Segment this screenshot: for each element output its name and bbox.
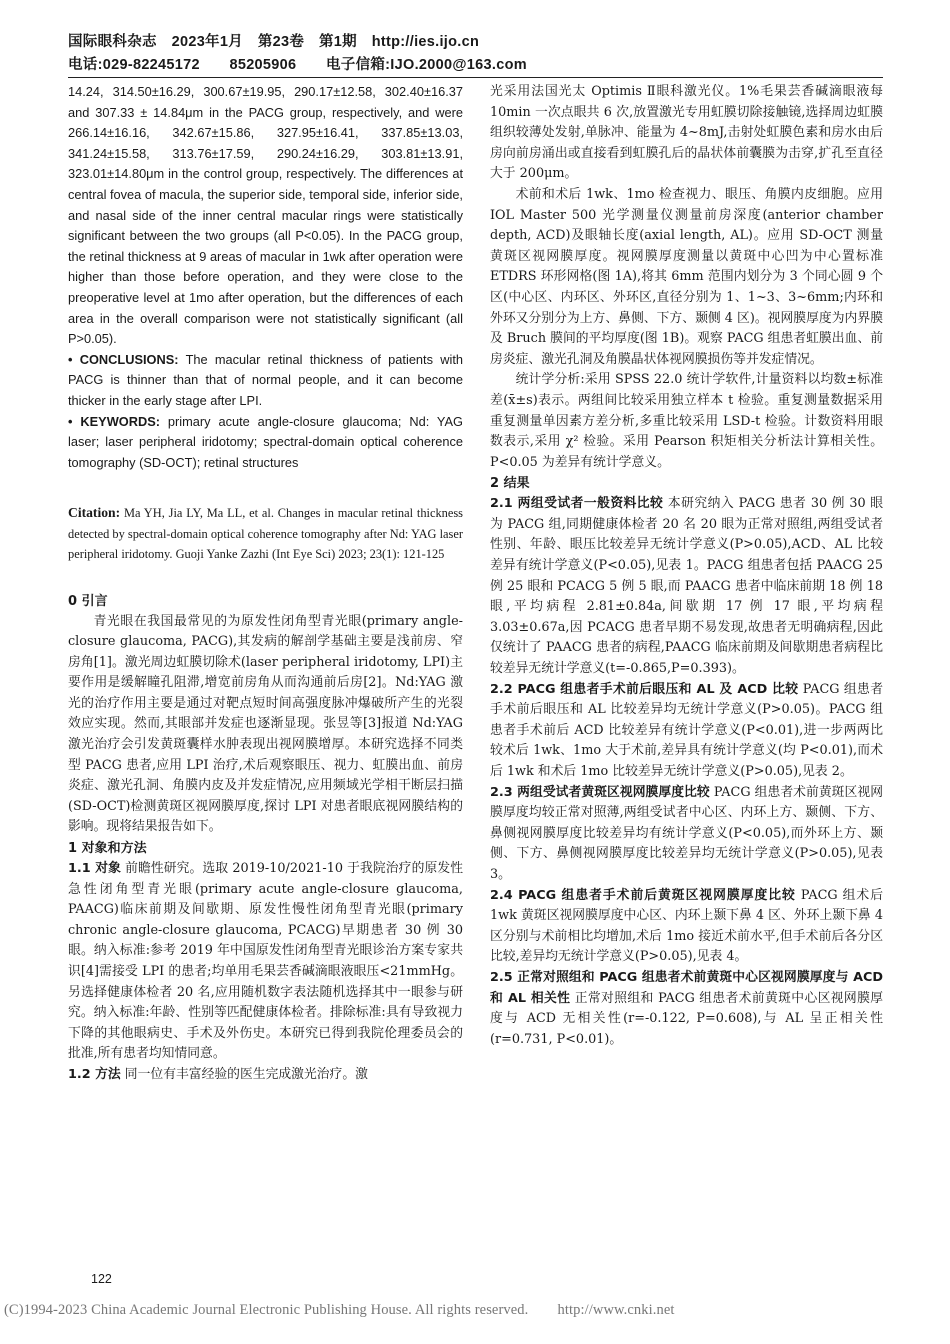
results-2-1-text: 本研究纳入 PACG 患者 30 例 30 眼为 PACG 组,同期健康体检者 20 名 20 眼为正常对照组,两组受试者性别、年龄、眼压比较差异无统计学意义(P>0.05),ACD、AL 比较差异有统计学意义(P<0.05),见表 1。PACG 组患者包括 PAACG 25 例 25 眼和 PCACG 5 例 5 眼,而 PAACG 患者中临床前期 18 例 18 眼,平均病程 2.81±0.84a,间歇期 17 例 17 眼,平均病程 3.03±0.67a,因 PCACG 患者早期不易发现,故患者无明确病程,因此仅统计了 PAACG 患者的病程,PAACG 临床前期及间歇期患者病程比较差异无统计学意义(t=-0.865,P=0.393)。 (490, 496, 883, 677)
results-2-4 (490, 886, 883, 968)
abstract-keywords (68, 412, 463, 474)
right-column (490, 82, 883, 1050)
intro-heading: 0 引言 (68, 593, 108, 609)
keywords-label: • KEYWORDS: (68, 413, 161, 429)
intro-paragraph: 青光眼在我国最常见的为原发性闭角型青光眼(primary angle-closure glaucoma, PACG),其发病的解剖学基础主要是浅前房、窄房角[1]。激光周边虹膜切除术(laser peripheral iridotomy, LPI)主要作用是缓解瞳孔阻滞,增宽前房角从而沟通前后房[2]。Nd:YAG 激光的治疗作用主要是通过对靶点短时间高强度脉冲爆破所产生的光裂效应实现。然而,其眼部并发症也逐渐显现。张昱等[3]报道 Nd:YAG 激光治疗会引发黄斑囊样水肿表现出视网膜增厚。本研究选择不同类型 PACG 患者,应用 LPI 治疗,术后观察眼压、视力、虹膜出血、前房炎症、激光孔洞、角膜内皮及并发症情况,应用频域光学相干断层扫描(SD-OCT)检测黄斑区视网膜厚度,探讨 LPI 对患者眼底视网膜结构的影响。现将结果报告如下。 (68, 613, 463, 835)
left-column (68, 82, 463, 1086)
methods-procedure-start (68, 1065, 463, 1086)
copyright-footer: (C)1994-2023 China Academic Journal Electronic Publishing House. All rights reserved. http://www.cnki.net (4, 1302, 675, 1318)
results-2-2-label: 2.2 PACG 组患者手术前后眼压和 AL 及 ACD 比较 (490, 681, 799, 697)
results-2-5-text: 正常对照组和 PACG 组患者术前黄斑中心区视网膜厚度与 ACD 无相关性(r=-0.122, P=0.608),与 AL 呈正相关性(r=0.731, P<0.01)。 (490, 990, 884, 1047)
results-2-2 (490, 680, 883, 783)
results-2-4-label: 2.4 PACG 组患者手术前后黄斑区视网膜厚度比较 (490, 887, 796, 903)
results-2-5-label: 2.5 正常对照组和 PACG 组患者术前黄斑中心区视网膜厚度与 ACD 和 AL 相关性 (490, 969, 883, 1006)
method-measurements: 术前和术后 1wk、1mo 检查视力、眼压、角膜内皮细胞。应用 IOL Master 500 光学测量仪测量前房深度(anterior chamber depth, ACD)及眼轴长度(axial length, AL)。应用 SD-OCT 测量黄斑区视网膜厚度。视网膜厚度测量以黄斑中心凹为中心置标准 ETDRS 环形网格(图 1A),将其 6mm 范围内划分为 3 个同心圆 9 个区(中心区、内环区、外环区,直径分别为 1、1~3、3~6mm;内环和外环又分别分为上方、鼻侧、下方、颞侧 4 区)。视网膜厚度为内界膜及 Bruch 膜间的平均厚度(图 1B)。观察 PACG 组患者虹膜出血、前房炎症、激光孔洞及角膜晶状体视网膜损伤等并发症情况。 (490, 186, 883, 367)
journal-header-line1: 国际眼科杂志 2023年1月 第23卷 第1期 http://ies.ijo.cn (68, 34, 480, 50)
method-text-continued: 光采用法国光太 Optimis Ⅱ眼科激光仪。1%毛果芸香碱滴眼液每 10min 一次点眼共 6 次,放置激光专用虹膜切除接触镜,选择周边虹膜组织较薄处发射,单脉冲、能量为 4~8mJ,击射处虹膜色素和房水由后房向前房涌出或直接看到虹膜孔后的晶状体前囊膜为击穿,扩孔至直径大于 200μm。 (490, 84, 883, 182)
results-2-1-label: 2.1 两组受试者一般资料比较 (490, 496, 664, 512)
abstract-results-tail: 14.24, 314.50±16.29, 300.67±19.95, 290.17±12.58, 302.40±16.37 and 307.33 ± 14.84μm in the PACG group, respectively, and were 266.14±16.16, 342.67±15.86, 327.95±16.41, 337.85±13.03, 341.24±15.58, 313.76±17.59, 290.24±16.29, 303.81±13.91, 323.01±14.80μm in the control group, respectively. The differences at central fovea of macula, the superior side, temporal side, inferior side, and nasal side of the inner central macular rings were statistically significant between the two groups (all P<0.05). In the PACG group, the retinal thickness at 9 areas of macular in 1wk after operation were higher than those before operation, and they were close to the preoperative level at 1mo after operation, but the differences of each area in the overall comparison were not statistically significant (all P>0.05). (68, 84, 463, 347)
header-divider (68, 77, 883, 78)
results-2-3 (490, 783, 883, 886)
method-label: 1.2 方法 (68, 1066, 121, 1082)
method-statistics: 统计学分析:采用 SPSS 22.0 统计学软件,计量资料以均数±标准差(x̄±s)表示。两组间比较采用独立样本 t 检验。重复测量数据采用重复测量单因素方差分析,多重比较采用 LSD-t 检验。计数资料用眼数表示,采用 χ² 检验。采用 Pearson 积矩相关分析法计算相关性。P<0.05 为差异有统计学意义。 (490, 372, 883, 470)
abstract-conclusions (68, 350, 463, 412)
method-text-start: 同一位有丰富经验的医生完成激光治疗。激 (124, 1066, 368, 1082)
results-heading: 2 结果 (490, 476, 530, 492)
page-number: 122 (91, 1272, 112, 1286)
results-2-2-text: PACG 组患者手术前后眼压和 AL 比较差异均无统计学意义(P>0.05)。PACG 组患者手术前后 ACD 比较差异有统计学意义(P<0.01),进一步两两比较术后 1wk、1mo 大于术前,差异具有统计学意义(均 P<0.01),而术后 1wk 和术后 1mo 比较差异无统计学意义(P>0.05),见表 2。 (490, 681, 883, 779)
conclusions-label: • CONCLUSIONS: (68, 351, 179, 367)
subjects-text: 前瞻性研究。选取 2019-10/2021-10 于我院治疗的原发性急性闭角型青光眼(primary acute angle-closure glaucoma, PAACG)临床前期及间歇期、原发性慢性闭角型青光眼(primary chronic angle-closure glaucoma, PCACG)早期患者 30 例 30 眼。纳入标准:参考 2019 年中国原发性闭角型青光眼诊治方案专家共识[4]需接受 LPI 的患者;均单用毛果芸香碱滴眼液眼压<21mmHg。另选择健康体检者 20 名,应用随机数字表法随机选择其中一眼参与研究。纳入标准:年龄、性别等匹配健康体检者。排除标准:具有导致视力下降的其他眼病史、手术及外伤史。本研究已得到我院伦理委员会的批准,所有患者均知情同意。 (68, 861, 464, 1062)
results-2-5 (490, 968, 883, 1050)
citation-label: Citation: (68, 505, 121, 521)
keywords-text: primary acute angle-closure glaucoma; Nd: YAG laser; laser peripheral iridotomy; spectral-domain optical coherence tomography (SD-OCT); retinal structures (68, 413, 463, 470)
results-2-3-text: PACG 组患者术前黄斑区视网膜厚度均较正常对照薄,两组受试者中心区、内环上方、颞侧、下方、鼻侧视网膜厚度比较差异均有统计学意义(P<0.05),而外环上方、颞侧、下方、鼻侧视网膜厚度比较差异均无统计学意义(P>0.05),见表 3。 (490, 784, 883, 882)
subjects-label: 1.1 对象 (68, 861, 121, 877)
citation-text: Ma YH, Jia LY, Ma LL, et al. Changes in macular retinal thickness detected by spectral-domain optical coherence tomography after Nd: YAG laser peripheral iridotomy. Guoji Yanke Zazhi (Int Eye Sci) 2023; 23(1): 121-125 (68, 506, 464, 562)
journal-header-line2: 电话:029-82245172 85205906 电子信箱:IJO.2000@163.com (68, 57, 527, 73)
results-2-4-text: PACG 组术后 1wk 黄斑区视网膜厚度中心区、内环上颞下鼻 4 区、外环上颞下鼻 4 区分别与术前相比均增加,术后 1mo 接近术前水平,但手术前后各分区比较,差异均无统计学意义(P>0.05),见表 4。 (490, 887, 883, 965)
methods-subjects (68, 859, 463, 1065)
conclusions-text: The macular retinal thickness of patients with PACG is thinner than that of normal people, and it can become thicker in the early stage after LPI. (68, 351, 463, 408)
citation (68, 503, 463, 564)
results-2-3-label: 2.3 两组受试者黄斑区视网膜厚度比较 (490, 784, 710, 800)
methods-heading: 1 对象和方法 (68, 841, 147, 857)
results-2-1 (490, 494, 883, 679)
